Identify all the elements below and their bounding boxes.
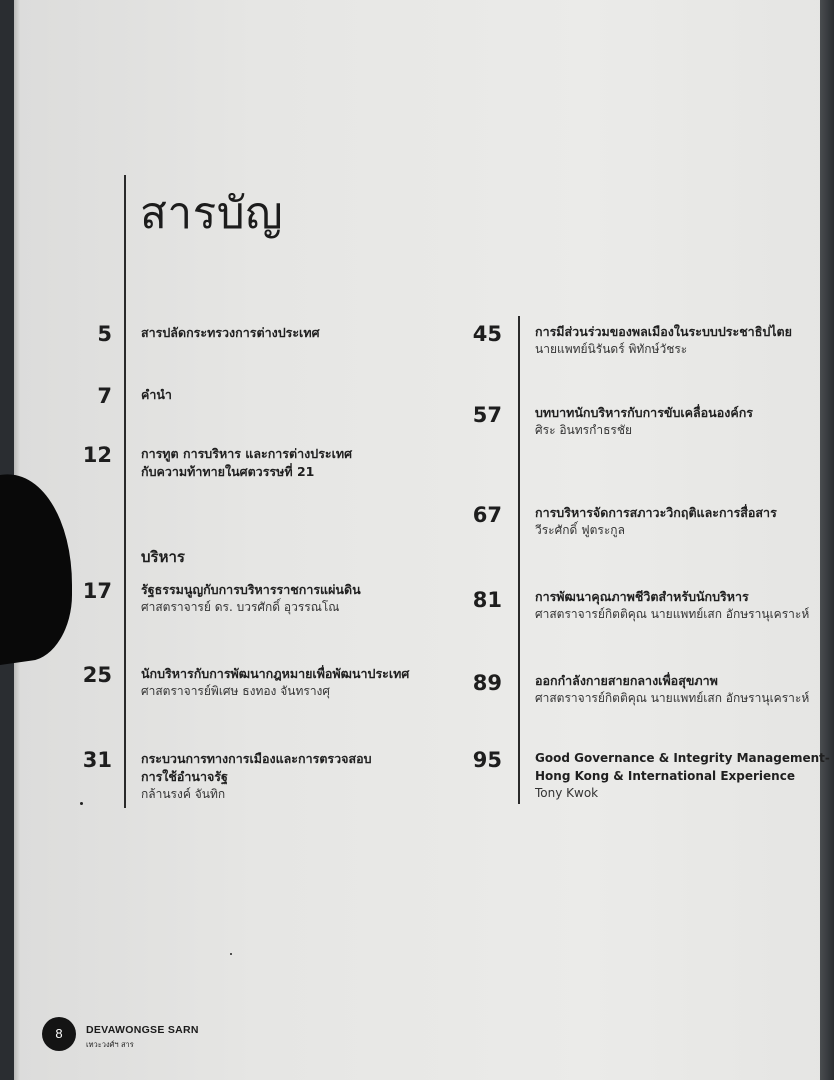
toc-entry-title: คำนำ — [141, 387, 172, 402]
right-divider-line — [518, 316, 520, 804]
toc-entry-author: ศิระ อินทรกำธรชัย — [535, 423, 633, 437]
toc-entry[interactable] — [535, 588, 809, 623]
toc-entry-author: กล้านรงค์ จันทิก — [141, 787, 226, 801]
toc-page-number: 12 — [82, 443, 112, 467]
toc-entry-title: นักบริหารกับการพัฒนากฎหมายเพื่อพัฒนาประเทศ — [141, 666, 410, 681]
toc-entry[interactable] — [535, 504, 777, 539]
toc-page-number: 7 — [97, 384, 112, 408]
magazine-page — [14, 0, 834, 1080]
toc-entry[interactable] — [141, 750, 372, 803]
magazine-brand: DEVAWONGSE SARN — [86, 1024, 199, 1036]
folio-page-number: 8 — [42, 1017, 76, 1051]
toc-entry[interactable] — [141, 445, 352, 481]
toc-entry-author: วีระศักดิ์ ฟูตระกูล — [535, 523, 625, 537]
toc-entry[interactable] — [141, 581, 361, 616]
toc-entry[interactable] — [141, 665, 409, 700]
toc-page-number: 45 — [472, 322, 502, 346]
toc-page-number: 67 — [472, 503, 502, 527]
paper-speck — [80, 802, 83, 805]
magazine-brand-subtitle: เทวะวงศ์ฯ สาร — [86, 1040, 134, 1049]
toc-entry[interactable] — [141, 386, 172, 404]
toc-page-number: 31 — [82, 748, 112, 772]
toc-entry-title: รัฐธรรมนูญกับการบริหารราชการแผ่นดิน — [141, 582, 361, 597]
toc-entry[interactable] — [535, 323, 792, 358]
toc-entry-title: กระบวนการทางการเมืองและการตรวจสอบ — [141, 751, 372, 766]
toc-entry-title: การมีส่วนร่วมของพลเมืองในระบบประชาธิปไตย — [535, 324, 792, 339]
toc-entry-author: ศาสตราจารย์พิเศษ ธงทอง จันทรางศุ — [141, 684, 331, 698]
toc-page-number: 95 — [472, 748, 502, 772]
toc-entry-title: Good Governance & Integrity Management- — [535, 751, 830, 765]
toc-entry-title-line2: กับความท้าทายในศตวรรษที่ 21 — [141, 464, 315, 479]
toc-entry[interactable] — [535, 749, 830, 802]
toc-entry-title: การทูต การบริหาร และการต่างประเทศ — [141, 446, 353, 461]
toc-entry-title: การบริหารจัดการสภาวะวิกฤติและการสื่อสาร — [535, 505, 777, 520]
toc-entry-author: ศาสตราจารย์ ดร. บวรศักดิ์ อุวรรณโณ — [141, 600, 340, 614]
toc-page-number: 5 — [97, 322, 112, 346]
background-strip — [820, 0, 834, 1080]
toc-entry-title: ออกกำลังกายสายกลางเพื่อสุขภาพ — [535, 673, 718, 688]
toc-entry[interactable] — [535, 404, 753, 439]
toc-entry-title: การพัฒนาคุณภาพชีวิตสำหรับนักบริหาร — [535, 589, 749, 604]
toc-page-number: 81 — [472, 588, 502, 612]
toc-page-number: 57 — [472, 403, 502, 427]
toc-entry-title: บทบาทนักบริหารกับการขับเคลื่อนองค์กร — [535, 405, 753, 420]
toc-page-number: 25 — [82, 663, 112, 687]
toc-entry-title-line2: Hong Kong & International Experience — [535, 769, 795, 783]
toc-entry-author: ศาสตราจารย์กิตติคุณ นายแพทย์เสก อักษรานุเคราะห์ — [535, 691, 810, 705]
page-title: สารบัญ — [140, 188, 284, 239]
left-divider-line — [124, 175, 126, 808]
paper-speck — [230, 953, 232, 955]
toc-entry-title-line2: การใช้อำนาจรัฐ — [141, 769, 228, 784]
section-heading: บริหาร — [141, 548, 185, 566]
toc-entry-author: นายแพทย์นิรันดร์ พิทักษ์วัชระ — [535, 342, 688, 356]
toc-page-number: 17 — [82, 579, 112, 603]
toc-entry[interactable] — [141, 324, 320, 342]
toc-entry-author: ศาสตราจารย์กิตติคุณ นายแพทย์เสก อักษรานุเคราะห์ — [535, 607, 810, 621]
toc-page-number: 89 — [472, 671, 502, 695]
toc-entry[interactable] — [535, 672, 809, 707]
toc-entry-author: Tony Kwok — [535, 786, 599, 800]
toc-entry-title: สารปลัดกระทรวงการต่างประเทศ — [141, 325, 320, 340]
